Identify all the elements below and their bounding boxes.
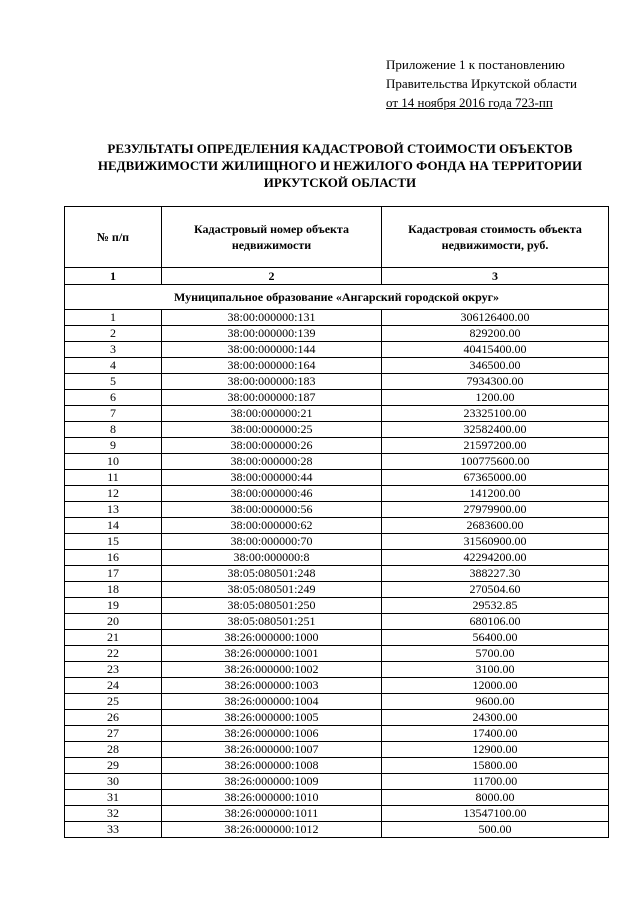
row-number-cell: 18 bbox=[65, 582, 162, 598]
cadastral-value-cell: 306126400.00 bbox=[382, 310, 609, 326]
cadastral-value-cell: 141200.00 bbox=[382, 486, 609, 502]
cadastral-number-cell: 38:26:000000:1007 bbox=[162, 742, 382, 758]
row-number-cell: 33 bbox=[65, 822, 162, 838]
cadastral-value-cell: 2683600.00 bbox=[382, 518, 609, 534]
column-number-2: 2 bbox=[162, 268, 382, 285]
cadastral-number-cell: 38:26:000000:1003 bbox=[162, 678, 382, 694]
table-row bbox=[65, 646, 609, 662]
table-row bbox=[65, 726, 609, 742]
cadastral-value-cell: 21597200.00 bbox=[382, 438, 609, 454]
row-number-cell: 7 bbox=[65, 406, 162, 422]
cadastral-number-cell: 38:00:000000:46 bbox=[162, 486, 382, 502]
row-number-cell: 6 bbox=[65, 390, 162, 406]
cadastral-number-cell: 38:00:000000:21 bbox=[162, 406, 382, 422]
cadastral-number-cell: 38:26:000000:1001 bbox=[162, 646, 382, 662]
cadastral-value-cell: 9600.00 bbox=[382, 694, 609, 710]
row-number-cell: 8 bbox=[65, 422, 162, 438]
row-number-cell: 5 bbox=[65, 374, 162, 390]
cadastral-value-cell: 11700.00 bbox=[382, 774, 609, 790]
table-row bbox=[65, 342, 609, 358]
cadastral-value-cell: 3100.00 bbox=[382, 662, 609, 678]
cadastral-number-cell: 38:00:000000:131 bbox=[162, 310, 382, 326]
column-number-row bbox=[65, 268, 609, 285]
row-number-cell: 16 bbox=[65, 550, 162, 566]
cadastral-value-cell: 32582400.00 bbox=[382, 422, 609, 438]
table-row bbox=[65, 470, 609, 486]
table-row bbox=[65, 598, 609, 614]
header-cadastral-number: Кадастровый номер объекта недвижимости bbox=[162, 207, 382, 268]
table-row bbox=[65, 582, 609, 598]
cadastral-number-cell: 38:26:000000:1012 bbox=[162, 822, 382, 838]
row-number-cell: 11 bbox=[65, 470, 162, 486]
cadastral-value-cell: 829200.00 bbox=[382, 326, 609, 342]
cadastral-value-cell: 12900.00 bbox=[382, 742, 609, 758]
table-row bbox=[65, 374, 609, 390]
table-row bbox=[65, 742, 609, 758]
row-number-cell: 2 bbox=[65, 326, 162, 342]
header-row-number: № п/п bbox=[65, 207, 162, 268]
table-row bbox=[65, 390, 609, 406]
table-row bbox=[65, 534, 609, 550]
cadastral-value-cell: 13547100.00 bbox=[382, 806, 609, 822]
cadastral-value-cell: 388227.30 bbox=[382, 566, 609, 582]
table-row bbox=[65, 822, 609, 838]
row-number-cell: 26 bbox=[65, 710, 162, 726]
row-number-cell: 25 bbox=[65, 694, 162, 710]
table-row bbox=[65, 550, 609, 566]
cadastral-value-cell: 31560900.00 bbox=[382, 534, 609, 550]
cadastral-number-cell: 38:05:080501:248 bbox=[162, 566, 382, 582]
row-number-cell: 15 bbox=[65, 534, 162, 550]
table-row bbox=[65, 614, 609, 630]
cadastral-number-cell: 38:26:000000:1005 bbox=[162, 710, 382, 726]
cadastral-number-cell: 38:05:080501:250 bbox=[162, 598, 382, 614]
cadastral-number-cell: 38:00:000000:62 bbox=[162, 518, 382, 534]
cadastral-number-cell: 38:00:000000:25 bbox=[162, 422, 382, 438]
table-row bbox=[65, 406, 609, 422]
table-row bbox=[65, 518, 609, 534]
row-number-cell: 17 bbox=[65, 566, 162, 582]
table-row bbox=[65, 326, 609, 342]
cadastral-number-cell: 38:26:000000:1011 bbox=[162, 806, 382, 822]
cadastral-number-cell: 38:00:000000:8 bbox=[162, 550, 382, 566]
cadastral-number-cell: 38:00:000000:183 bbox=[162, 374, 382, 390]
row-number-cell: 24 bbox=[65, 678, 162, 694]
table-row bbox=[65, 662, 609, 678]
cadastral-number-cell: 38:05:080501:249 bbox=[162, 582, 382, 598]
cadastral-number-cell: 38:00:000000:26 bbox=[162, 438, 382, 454]
cadastral-value-cell: 5700.00 bbox=[382, 646, 609, 662]
table-row bbox=[65, 486, 609, 502]
cadastral-value-table bbox=[64, 206, 609, 838]
cadastral-number-cell: 38:26:000000:1002 bbox=[162, 662, 382, 678]
cadastral-value-cell: 100775600.00 bbox=[382, 454, 609, 470]
appendix-line-2: Правительства Иркутской области bbox=[386, 76, 578, 91]
title-line-2: НЕДВИЖИМОСТИ ЖИЛИЩНОГО И НЕЖИЛОГО ФОНДА НА ТЕРРИТОРИИ bbox=[97, 158, 583, 173]
title-line-1: РЕЗУЛЬТАТЫ ОПРЕДЕЛЕНИЯ КАДАСТРОВОЙ СТОИМОСТИ ОБЪЕКТОВ bbox=[107, 141, 573, 156]
table-row bbox=[65, 806, 609, 822]
table-row bbox=[65, 630, 609, 646]
row-number-cell: 28 bbox=[65, 742, 162, 758]
row-number-cell: 10 bbox=[65, 454, 162, 470]
cadastral-value-cell: 29532.85 bbox=[382, 598, 609, 614]
cadastral-value-cell: 15800.00 bbox=[382, 758, 609, 774]
table-row bbox=[65, 790, 609, 806]
row-number-cell: 3 bbox=[65, 342, 162, 358]
cadastral-value-cell: 40415400.00 bbox=[382, 342, 609, 358]
appendix-line-1: Приложение 1 к постановлению bbox=[386, 57, 565, 72]
cadastral-number-cell: 38:00:000000:187 bbox=[162, 390, 382, 406]
row-number-cell: 20 bbox=[65, 614, 162, 630]
row-number-cell: 31 bbox=[65, 790, 162, 806]
row-number-cell: 32 bbox=[65, 806, 162, 822]
title-line-3: ИРКУТСКОЙ ОБЛАСТИ bbox=[263, 175, 417, 190]
cadastral-value-cell: 24300.00 bbox=[382, 710, 609, 726]
appendix-line-3: от 14 ноября 2016 года 723-пп bbox=[386, 95, 553, 110]
table-row bbox=[65, 566, 609, 582]
cadastral-number-cell: 38:00:000000:144 bbox=[162, 342, 382, 358]
row-number-cell: 27 bbox=[65, 726, 162, 742]
row-number-cell: 14 bbox=[65, 518, 162, 534]
cadastral-number-cell: 38:26:000000:1009 bbox=[162, 774, 382, 790]
cadastral-number-cell: 38:00:000000:56 bbox=[162, 502, 382, 518]
cadastral-number-cell: 38:26:000000:1000 bbox=[162, 630, 382, 646]
table-row bbox=[65, 774, 609, 790]
table-header-row bbox=[65, 207, 609, 268]
row-number-cell: 9 bbox=[65, 438, 162, 454]
row-number-cell: 13 bbox=[65, 502, 162, 518]
cadastral-value-cell: 27979900.00 bbox=[382, 502, 609, 518]
cadastral-number-cell: 38:26:000000:1006 bbox=[162, 726, 382, 742]
cadastral-number-cell: 38:26:000000:1010 bbox=[162, 790, 382, 806]
appendix-note bbox=[386, 55, 577, 112]
cadastral-number-cell: 38:26:000000:1008 bbox=[162, 758, 382, 774]
row-number-cell: 23 bbox=[65, 662, 162, 678]
municipality-row bbox=[65, 285, 609, 310]
municipality-name: Муниципальное образование «Ангарский городской округ» bbox=[65, 285, 609, 310]
cadastral-value-cell: 1200.00 bbox=[382, 390, 609, 406]
column-number-3: 3 bbox=[382, 268, 609, 285]
cadastral-value-cell: 7934300.00 bbox=[382, 374, 609, 390]
row-number-cell: 22 bbox=[65, 646, 162, 662]
row-number-cell: 30 bbox=[65, 774, 162, 790]
cadastral-number-cell: 38:26:000000:1004 bbox=[162, 694, 382, 710]
table-row bbox=[65, 438, 609, 454]
cadastral-value-cell: 67365000.00 bbox=[382, 470, 609, 486]
row-number-cell: 19 bbox=[65, 598, 162, 614]
cadastral-value-cell: 56400.00 bbox=[382, 630, 609, 646]
row-number-cell: 29 bbox=[65, 758, 162, 774]
cadastral-number-cell: 38:00:000000:28 bbox=[162, 454, 382, 470]
cadastral-number-cell: 38:00:000000:164 bbox=[162, 358, 382, 374]
cadastral-value-cell: 680106.00 bbox=[382, 614, 609, 630]
cadastral-value-cell: 17400.00 bbox=[382, 726, 609, 742]
cadastral-value-cell: 500.00 bbox=[382, 822, 609, 838]
column-number-1: 1 bbox=[65, 268, 162, 285]
document-title bbox=[60, 140, 620, 191]
cadastral-value-cell: 12000.00 bbox=[382, 678, 609, 694]
cadastral-value-cell: 346500.00 bbox=[382, 358, 609, 374]
cadastral-number-cell: 38:05:080501:251 bbox=[162, 614, 382, 630]
table-row bbox=[65, 758, 609, 774]
table-body bbox=[65, 310, 609, 838]
cadastral-value-cell: 8000.00 bbox=[382, 790, 609, 806]
cadastral-number-cell: 38:00:000000:44 bbox=[162, 470, 382, 486]
table-row bbox=[65, 422, 609, 438]
table-row bbox=[65, 694, 609, 710]
cadastral-value-cell: 23325100.00 bbox=[382, 406, 609, 422]
cadastral-value-cell: 270504.60 bbox=[382, 582, 609, 598]
cadastral-value-cell: 42294200.00 bbox=[382, 550, 609, 566]
row-number-cell: 12 bbox=[65, 486, 162, 502]
row-number-cell: 21 bbox=[65, 630, 162, 646]
table-row bbox=[65, 454, 609, 470]
header-cadastral-value: Кадастровая стоимость объекта недвижимости, руб. bbox=[382, 207, 609, 268]
table-row bbox=[65, 310, 609, 326]
row-number-cell: 1 bbox=[65, 310, 162, 326]
table-row bbox=[65, 710, 609, 726]
row-number-cell: 4 bbox=[65, 358, 162, 374]
cadastral-number-cell: 38:00:000000:139 bbox=[162, 326, 382, 342]
table-row bbox=[65, 678, 609, 694]
cadastral-number-cell: 38:00:000000:70 bbox=[162, 534, 382, 550]
table-row bbox=[65, 358, 609, 374]
table-row bbox=[65, 502, 609, 518]
